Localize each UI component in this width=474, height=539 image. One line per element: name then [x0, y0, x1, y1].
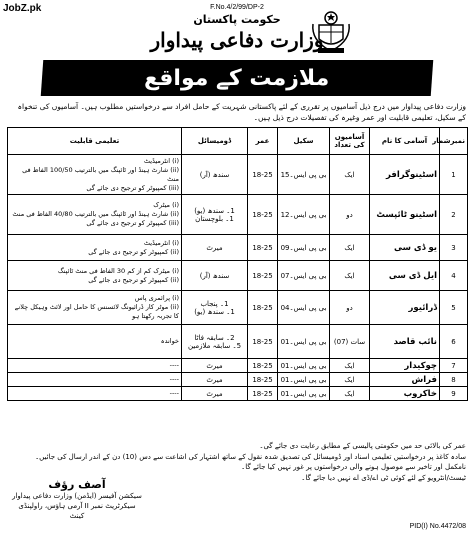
col-post: آسامی کا نام	[370, 128, 440, 155]
signatory-title: سیکشن آفیسر (ایڈمن) وزارت دفاعی پیداوار	[12, 492, 142, 500]
row-age: 18-25	[248, 195, 278, 235]
row-scale: بی پی ایس۔12	[278, 195, 330, 235]
row-qualification: ----	[8, 387, 182, 401]
row-domicile: 2۔ سابقہ فاٹا 5۔ سابقہ ملازمین	[182, 325, 248, 359]
pid-number: PID(I) No.4472/08	[409, 523, 466, 530]
row-domicile: 1۔ پنجاب 1۔ سندھ (یو)	[182, 291, 248, 325]
row-count: سات (07)	[330, 325, 370, 359]
row-number: 4	[440, 261, 468, 291]
row-count: ایک	[330, 235, 370, 261]
row-post: اسٹینوگرافر	[370, 155, 440, 195]
row-domicile: سندھ (آر)	[182, 155, 248, 195]
col-count: آسامیوں کی تعداد	[330, 128, 370, 155]
table-row	[8, 155, 468, 195]
vacancies-table	[7, 127, 468, 401]
note-item: عمر کی بالائی حد میں حکومتی پالیسی کے مطابق رعایت دی جائے گی۔	[259, 442, 466, 450]
row-number: 2	[440, 195, 468, 235]
note-item: ٹیسٹ/انٹرویو کے لئے کوئی ٹی اے/ڈی اے نہیں دیا جائے گا۔	[301, 473, 466, 482]
row-domicile: 1۔ سندھ (یو) 1۔ بلوچستان	[182, 195, 248, 235]
table-row	[8, 359, 468, 373]
row-number: 1	[440, 155, 468, 195]
job-opportunities-banner	[41, 60, 434, 96]
row-post: چوکیدار	[370, 359, 440, 373]
row-domicile: میرٹ	[182, 373, 248, 387]
government-heading: حکومت پاکستان	[193, 13, 281, 26]
row-count: ایک	[330, 387, 370, 401]
row-qualification: ----	[8, 359, 182, 373]
row-number: 8	[440, 373, 468, 387]
table-row	[8, 261, 468, 291]
row-domicile: میرٹ	[182, 235, 248, 261]
col-domicile: ڈومیسائل	[182, 128, 248, 155]
row-domicile: میرٹ	[182, 359, 248, 373]
table-row	[8, 235, 468, 261]
row-scale: بی پی ایس۔01	[278, 359, 330, 373]
ministry-title: وزارت دفاعی پیداوار	[150, 28, 324, 52]
row-scale: بی پی ایس۔01	[278, 325, 330, 359]
row-domicile: میرٹ	[182, 387, 248, 401]
row-count: دو	[330, 195, 370, 235]
row-post: فراش	[370, 373, 440, 387]
row-count: ایک	[330, 155, 370, 195]
row-number: 7	[440, 359, 468, 373]
row-post: اسٹینو ٹائپسٹ	[370, 195, 440, 235]
row-count: ایک	[330, 359, 370, 373]
row-scale: بی پی ایس۔09	[278, 235, 330, 261]
row-post: نائب قاصد	[370, 325, 440, 359]
table-row	[8, 291, 468, 325]
signature-block	[12, 478, 142, 521]
row-count: ایک	[330, 373, 370, 387]
row-scale: بی پی ایس۔01	[278, 373, 330, 387]
row-qualification: (i) انٹرمیڈیٹ (ii) کمپیوٹر کو ترجیح دی جائے گی	[8, 235, 182, 261]
signatory-address: سیکرٹریٹ نمبر II آرمی ہاؤس، راولپنڈی کینٹ	[18, 502, 136, 520]
row-post: یو ڈی سی	[370, 235, 440, 261]
row-qualification: (i) پرائمری پاس (ii) موٹر کار ڈرائیونگ لائسنس کا حامل اور لائٹ وہیکل چلانے کا تجربہ رکھتا ہو	[8, 291, 182, 325]
row-age: 18-25	[248, 291, 278, 325]
row-scale: بی پی ایس۔15	[278, 155, 330, 195]
row-age: 18-25	[248, 325, 278, 359]
row-count: دو	[330, 291, 370, 325]
row-scale: بی پی ایس۔04	[278, 291, 330, 325]
table-header-row	[8, 128, 468, 155]
row-qualification: (i) میٹرک (ii) شارٹ ہینڈ اور ٹائپنگ میں بالترتیب 40/80 الفاظ فی منٹ (iii) کمپیوٹر کو ترجیح دی جائے گی	[8, 195, 182, 235]
row-age: 18-25	[248, 387, 278, 401]
row-scale: بی پی ایس۔01	[278, 387, 330, 401]
row-age: 18-25	[248, 261, 278, 291]
file-number: F.No.4/2/99/DP-2	[210, 4, 264, 11]
row-qualification: (i) میٹرک کم از کم 30 الفاظ فی منٹ ٹائپنگ (ii) کمپیوٹر کو ترجیح دی جائے گی	[8, 261, 182, 291]
row-qualification: (i) انٹرمیڈیٹ (ii) شارٹ ہینڈ اور ٹائپنگ میں بالترتیب 100/50 الفاظ فی منٹ (iii) کمپیوٹر کو ترجیح دی جائے گی	[8, 155, 182, 195]
col-qualification: تعلیمی قابلیت	[8, 128, 182, 155]
row-domicile: سندھ (آر)	[182, 261, 248, 291]
row-scale: بی پی ایس۔07	[278, 261, 330, 291]
row-qualification: خواندہ	[8, 325, 182, 359]
col-age: عمر	[248, 128, 278, 155]
table-row	[8, 373, 468, 387]
row-number: 9	[440, 387, 468, 401]
row-post: ایل ڈی سی	[370, 261, 440, 291]
notes	[10, 441, 466, 483]
table-row	[8, 387, 468, 401]
col-scale: سکیل	[278, 128, 330, 155]
watermark: JobZ.pk	[3, 3, 42, 14]
row-count: ایک	[330, 261, 370, 291]
row-post: ڈرائیور	[370, 291, 440, 325]
note-item: نامکمل اور تاخیر سے موصول ہونے والی درخواستوں پر غور نہیں کیا جائے گا۔	[241, 463, 466, 471]
intro-paragraph: وزارت دفاعی پیداوار میں درج ذیل آسامیوں پر تقرری کے لئے پاکستانی شہریت کے حامل افراد سے درخواستیں مطلوب ہیں۔ آسامیوں کی تنخواہ کے سکیل، تعلیمی قابلیت اور عمر وغیرہ کی تفصیلات درج ذیل ہیں۔	[17, 102, 466, 122]
col-number: نمبرشمار	[440, 128, 468, 155]
note-item: سادہ کاغذ پر درخواستیں تعلیمی اسناد اور ڈومیسائل کی تصدیق شدہ نقول کے ساتھ اشتہار کی اشاعت سے دس (10) دن کے اندر ارسال کی جائیں۔	[35, 452, 466, 461]
row-age: 18-25	[248, 235, 278, 261]
row-age: 18-25	[248, 373, 278, 387]
row-age: 18-25	[248, 155, 278, 195]
table-row	[8, 325, 468, 359]
banner-text: ملازمت کے مواقع	[144, 65, 330, 91]
row-post: خاکروب	[370, 387, 440, 401]
row-number: 5	[440, 291, 468, 325]
table-row	[8, 195, 468, 235]
row-number: 3	[440, 235, 468, 261]
row-number: 6	[440, 325, 468, 359]
row-age: 18-25	[248, 359, 278, 373]
row-qualification: ----	[8, 373, 182, 387]
signatory-name: آصف رؤف	[48, 478, 106, 491]
